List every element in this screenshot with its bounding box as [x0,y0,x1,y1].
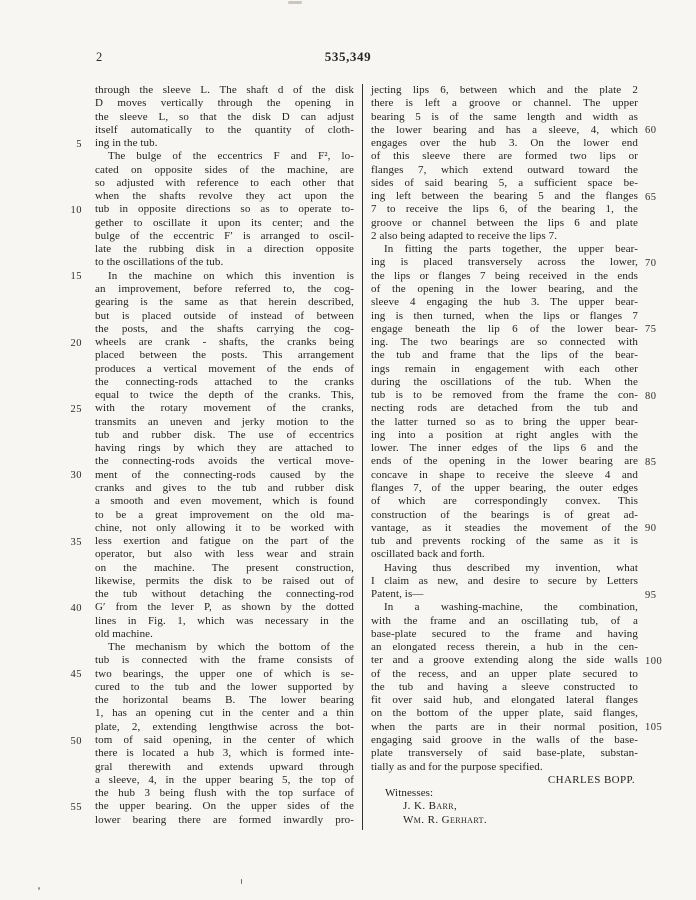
text-line: construction of the bearings is of great ad- [371,508,638,521]
margin-line-number: 35 [70,536,82,548]
text-line: lower bearing there are formed inwardly pro- [95,813,354,826]
margin-line-number: 20 [70,337,82,349]
text-line: having rings by which they are attached to [95,442,354,455]
text-line: transmits an uneven and jerky motion to the [95,415,354,428]
text-line: when the parts are in their normal position, 105 [371,720,663,734]
text-line: the upper bearing. On the upper sides of the 55 [70,800,354,813]
right-column [371,84,663,827]
text-line: cated on opposite sides of the machine, are [95,163,354,176]
text-line: gether to oscillate it upon its center; and the [95,216,354,229]
text-line: an improvement, before referred to, the cog- [95,282,354,295]
text-line: Having thus described my invention, what [384,561,638,574]
text-line: the horizontal beams B. The lower bearing [95,694,354,707]
patent-number: 535,349 [324,49,372,64]
margin-line-number: 105 [645,722,663,734]
text-line: the connecting-rods avoids the vertical move- [95,455,354,468]
text-line: the tub and frame that the lips of the bear- [371,349,638,362]
witness-name: Wm. R. Gerhart. [403,813,488,826]
text-line: so adjusted with reference to each other that [95,176,354,189]
text-line: engages over the hub 3. On the lower end [371,137,638,150]
margin-line-number: 5 [76,138,82,150]
text-line: equal to twice the depth of the cranks. This, [95,389,354,402]
text-line: G′ from the lever P, as shown by the dotted 40 [70,601,354,614]
text-line: D moves vertically through the opening in [95,97,354,110]
column-divider [362,84,363,830]
text-line: 1, has an opening cut in the center and a thin [95,707,354,720]
text-line: ing is placed transversely across the lower, 70 [371,256,657,269]
margin-line-number: 60 [645,125,657,137]
text-line: gearing is the same as that herein described, [95,296,354,309]
text-line: plate transversely of said base-plate, substan- [371,747,638,760]
text-line: bulge of the eccentric F′ is arranged to oscil- [95,229,354,242]
text-line: old machine. [95,627,154,640]
text-line: the lower bearing and has a sleeve, 4, which 60 [371,123,657,137]
text-line: fit over said hub, and elongated lateral flanges [371,694,638,707]
margin-line-number: 15 [70,271,82,283]
text-line: plate, 2, extending lengthwise across the bot- [95,720,354,733]
text-line: on the machine. The present construction, [95,561,354,574]
text-line: jecting lips 6, between which and the plate 2 [371,84,638,96]
text-line: with the frame and an oscillating tub, of a [371,614,638,627]
scan-speck [38,887,40,890]
text-line: engage beneath the lip 6 of the lower bear- 75 [371,322,657,336]
text-line: the connecting-rods attached to the cranks [95,375,354,388]
text-line: sides of said bearing 5, a sufficient space be- [371,176,638,189]
text-line: flanges 7, which extend outward toward the [371,163,638,176]
text-line: In a washing-machine, the combination, [384,601,638,614]
margin-line-number: 55 [70,801,82,813]
text-line: during the oscillations of the tub. When the [371,375,638,388]
scan-speck [241,879,242,884]
text-line: the lips or flanges 7 being received in the ends [371,269,638,282]
text-line: I claim as new, and desire to secure by Letters [371,574,638,587]
text-line: ter and a groove extending along the side walls 100 [371,654,663,667]
text-line: of which are correspondingly convex. This [371,495,638,508]
text-line: of the opening in the lower bearing, and the [371,282,638,295]
text-line: ment of the connecting-rods caused by the 30 [70,468,354,482]
text-line: with the rotary movement of the cranks, 25 [70,402,354,415]
margin-line-number: 85 [645,456,657,468]
text-line: the sleeve L, so that the disk D can adjust [95,110,354,123]
text-line: groove or channel between the lips 6 and plate [371,216,638,229]
text-line: the posts, and the shafts carrying the cog- [95,322,354,335]
scan-speck [288,1,302,4]
text-line: but is placed outside of instead of between [95,309,354,322]
text-line: the hub 3 being flush with the top surface of [95,787,354,800]
margin-line-number: 95 [645,589,657,601]
text-line: Patent, is— 95 [371,588,657,601]
text-line: two bearings, the upper one of which is se- 45 [70,667,354,681]
text-line: placed between the posts. This arrangement [95,349,354,362]
text-line: ing in the tub. 5 [76,137,158,150]
text-line: engaging said groove in the walls of the base- [371,734,638,747]
text-line: wheels are crank - shafts, the cranks being 20 [70,336,354,349]
text-line: lines in Fig. 1, which was necessary in the [95,614,354,627]
text-line: 7 to receive the lips 6, of the bearing 1, the [371,203,638,216]
margin-line-number: 75 [645,324,657,336]
text-line: concave in shape to receive the sleeve 4 and [371,468,638,481]
margin-line-number: 45 [70,669,82,681]
text-line: produces a vertical movement of the ends of [95,362,354,375]
text-line: less exertion and fatigue on the part of the 35 [70,535,354,548]
margin-line-number: 90 [645,523,657,535]
text-line: to the oscillations of the tub. [95,256,224,269]
text-line: bearing 5 is of the same length and width as [371,110,638,123]
text-line: The bulge of the eccentrics F and F², lo- [108,150,354,163]
text-line: the tub and having a sleeve constructed to [371,680,638,693]
text-line: tub and rubber disk. The use of eccentrics [95,428,354,441]
text-line: tub and prevents rocking of the same as it is [371,535,638,548]
text-line: of the recess, and an upper plate secured to [371,667,638,680]
text-line: on the bottom of the upper plate, said flanges, [371,707,638,720]
text-line: ing left between the bearing 5 and the flanges 65 [371,190,657,203]
text-line: chine, not only allowing it to be worked with [95,521,354,534]
text-line: cranks and gives to the tub and rubber disk [95,481,354,494]
text-line: when the shafts revolve they act upon the [95,190,354,203]
text-line: operator, but also with less wear and strain [95,548,354,561]
text-line: the latter turned so as to bring the upper bear- [371,415,638,428]
margin-line-number: 40 [70,602,82,614]
text-line: In fitting the parts together, the upper bear- [384,243,638,256]
witness-name: J. K. Barr, [403,800,458,813]
text-line: oscillated back and forth. [371,548,485,561]
text-line: gral therewith and extends upward through [95,760,354,773]
text-line: the tub without detaching the connecting-rod [95,588,354,601]
text-line: there is left a groove or channel. The upper [371,97,638,110]
text-line: base-plate secured to the frame and having [371,627,638,640]
margin-line-number: 50 [70,735,82,747]
margin-line-number: 80 [645,390,657,402]
text-line: to be a great improvement on the old ma- [95,508,354,521]
margin-line-number: 65 [645,191,657,203]
text-line: tub is connected with the frame consists of [95,654,354,667]
text-line: a sleeve, 4, in the upper bearing 5, the top of [95,773,354,786]
text-line: ing is then turned, when the lips or flanges 7 [371,309,638,322]
text-line: a smooth and even movement, which is found [95,495,354,508]
text-line: tub in opposite directions so as to operate to- 10 [70,203,354,216]
text-line: flanges 7, of the upper bearing, the outer edges [371,481,638,494]
text-line: cured to the tub and the lower supported by [95,680,354,693]
text-line: necting rods are detached from the tub and [371,402,638,415]
text-line: ing. The two bearings are so connected with [371,336,638,349]
margin-line-number: 100 [645,655,663,667]
left-column [70,84,354,827]
text-line: of this sleeve there are formed two lips or [371,150,638,163]
witnesses-label: Witnesses: [385,787,434,800]
text-line: through the sleeve L. The shaft d of the disk [95,84,354,96]
text-line: lower. The inner edges of the lips 6 and the [371,442,638,455]
text-line: In the machine on which this invention is 15 [70,269,354,283]
text-line: itself automatically to the quantity of cloth- [95,123,354,136]
text-line: The mechanism by which the bottom of the [108,641,354,654]
margin-line-number: 70 [645,257,657,269]
page-number: 2 [96,50,103,64]
text-line: an elongated recess therein, a hub in the cen- [371,641,638,654]
text-line: ends of the opening in the lower bearing are 85 [371,455,657,468]
text-line: ing into a position at right angles with the [371,428,638,441]
signature-line: CHARLES BOPP. [547,773,635,786]
text-line: 2 also being adapted to receive the lips 7. [371,229,558,242]
margin-line-number: 10 [70,204,82,216]
margin-line-number: 30 [70,470,82,482]
text-line: likewise, permits the disk to be raised out of [95,574,354,587]
text-line: sleeve 4 engaging the hub 3. The upper bear- [371,296,638,309]
margin-line-number: 25 [70,403,82,415]
text-line: there is located a hub 3, which is formed inte- [95,747,354,760]
text-line: vantage, as it steadies the movement of the 90 [371,521,657,535]
text-line: tom of said opening, in the center of which 50 [70,734,354,747]
text-line: ings remain in engagement with each other [371,362,638,375]
text-line: late the rubbing disk in a direction opposite [95,243,354,256]
text-line: tub is to be removed from the frame the con- 80 [371,389,657,402]
text-line: tially as and for the purpose specified. [371,760,543,773]
